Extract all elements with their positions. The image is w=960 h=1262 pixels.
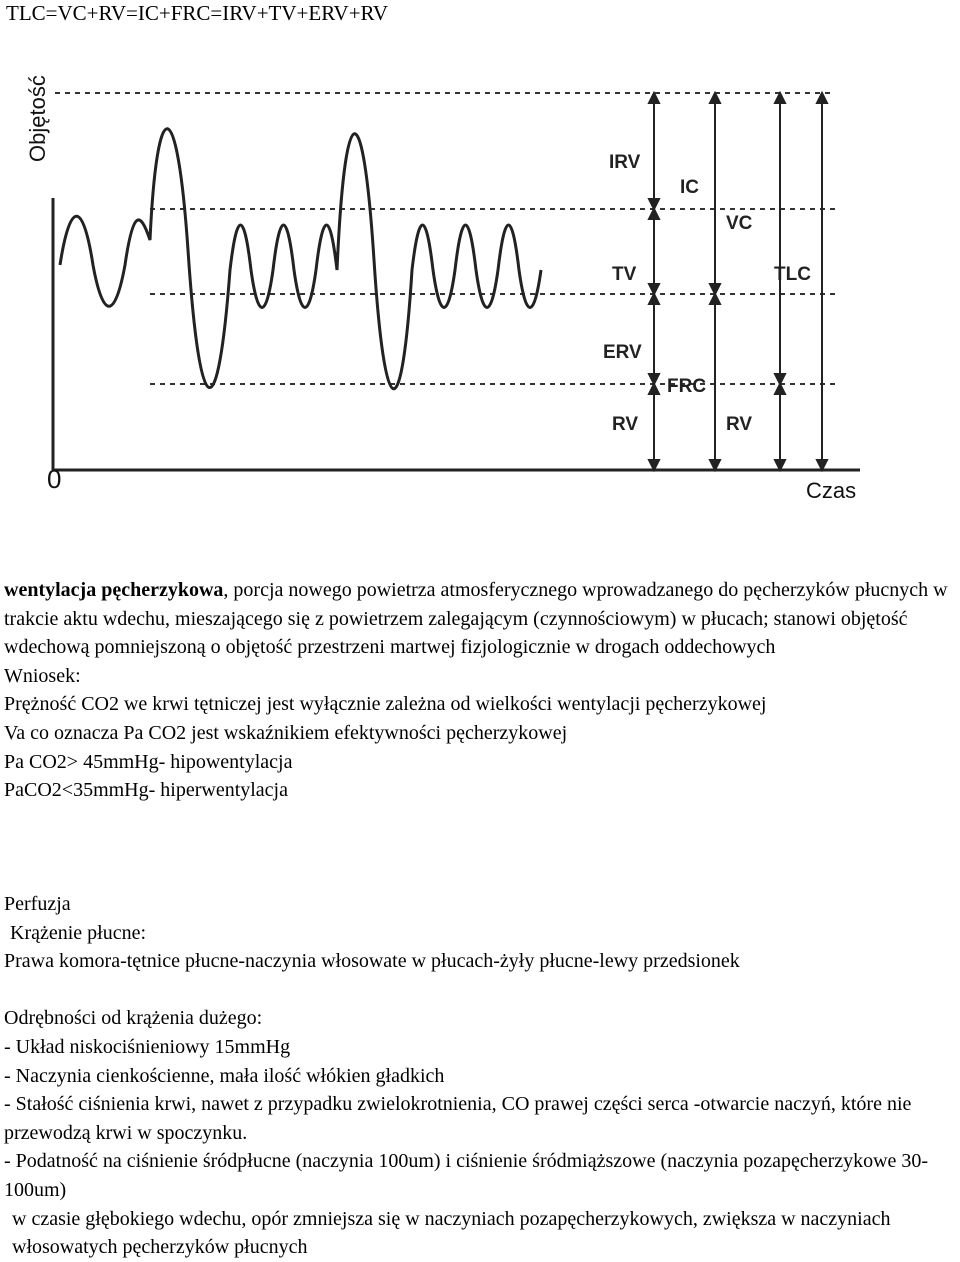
pulmonary-circulation-path: Prawa komora-tętnice płucne-naczynia włosowate w płucach-żyły płucne-lewy przedsionek (4, 950, 740, 973)
breathing-curve (60, 129, 541, 389)
label-erv: ERV (603, 342, 642, 363)
arrow-vc-top (775, 93, 785, 103)
label-rv-1: RV (612, 414, 639, 435)
conclusion-heading: Wniosek: (4, 664, 81, 687)
label-tv: TV (612, 264, 637, 285)
label-rv-2: RV (726, 414, 753, 435)
formula-heading: TLC=VC+RV=IC+FRC=IRV+TV+ERV+RV (6, 1, 389, 25)
label-irv: IRV (609, 152, 641, 173)
perfusion-section (4, 890, 956, 1262)
difference-item-1: - Układ niskociśnieniowy 15mmHg (4, 1035, 291, 1058)
alveolar-ventilation-section (4, 576, 956, 805)
conclusion-line-3: Pa CO2> 45mmHg- hipowentylacja (4, 750, 293, 773)
conclusion-line-4: PaCO2<35mmHg- hiperwentylacja (4, 779, 288, 802)
arrow-irv-top (649, 93, 659, 103)
arrow-ic-top (710, 93, 720, 103)
conclusion-line-2: Va co oznacza Pa CO2 jest wskaźnikiem efektywności pęcherzykowej (4, 721, 568, 744)
arrow-tv-top (649, 209, 659, 219)
arrow-tlc-top (817, 93, 827, 103)
arrow-rv2-top (775, 384, 785, 394)
differences-heading: Odrębności od krążenia dużego: (4, 1007, 263, 1030)
arrow-frc-top (710, 294, 720, 304)
difference-item-2: - Naczynia cienkościenne, mała ilość włókien gładkich (4, 1064, 445, 1087)
x-axis-label: Czas (806, 478, 857, 503)
definition-term: wentylacja pęcherzykowa (4, 579, 224, 601)
arrow-erv-top (649, 294, 659, 304)
spacer (4, 976, 956, 1005)
perfusion-heading: Perfuzja (4, 893, 71, 915)
label-tlc: TLC (774, 264, 811, 285)
label-vc: VC (726, 213, 753, 234)
y-axis-label: Objętość (25, 75, 50, 162)
difference-item-3: - Stałość ciśnienia krwi, nawet z przypadku zwielokrotnienia, CO prawej części serca -otwarcie naczyń, które nie przewodzą krwi w spoczynku. (4, 1093, 912, 1144)
conclusion-line-1: Prężność CO2 we krwi tętniczej jest wyłącznie zależna od wielkości wentylacji pęcherzykowej (4, 693, 767, 716)
difference-item-5: w czasie głębokiego wdechu, opór zmniejsza się w naczyniach pozapęcherzykowych, zwiększa w naczyniach włosowatych pęcherzyków płucnych (12, 1207, 891, 1259)
label-frc: FRC (667, 376, 707, 397)
lung-volumes-diagram (0, 30, 960, 510)
arrow-rv-top (649, 384, 659, 394)
difference-item-4: - Podatność na ciśnienie śródpłucne (naczynia 100um) i ciśnienie śródmiąższowe (naczynia pozapęcherzykowe 30-100um) (4, 1150, 929, 1201)
label-ic: IC (680, 177, 699, 198)
pulmonary-circulation-heading: Krążenie płucne: (10, 921, 147, 944)
definition-paragraph (4, 576, 956, 662)
definition-text: , porcja nowego powietrza atmosferycznego wprowadzanego do pęcherzyków płucnych w trakcie aktu wdechu, mieszającego się z powietrzem zalegającym (czynnościowym) w płucach; stanowi objętość wdechową pomniejszoną o objętość przestrzeni martwej fizjologicznie w drogach oddechowych (4, 579, 948, 659)
origin-label: 0 (47, 464, 62, 494)
